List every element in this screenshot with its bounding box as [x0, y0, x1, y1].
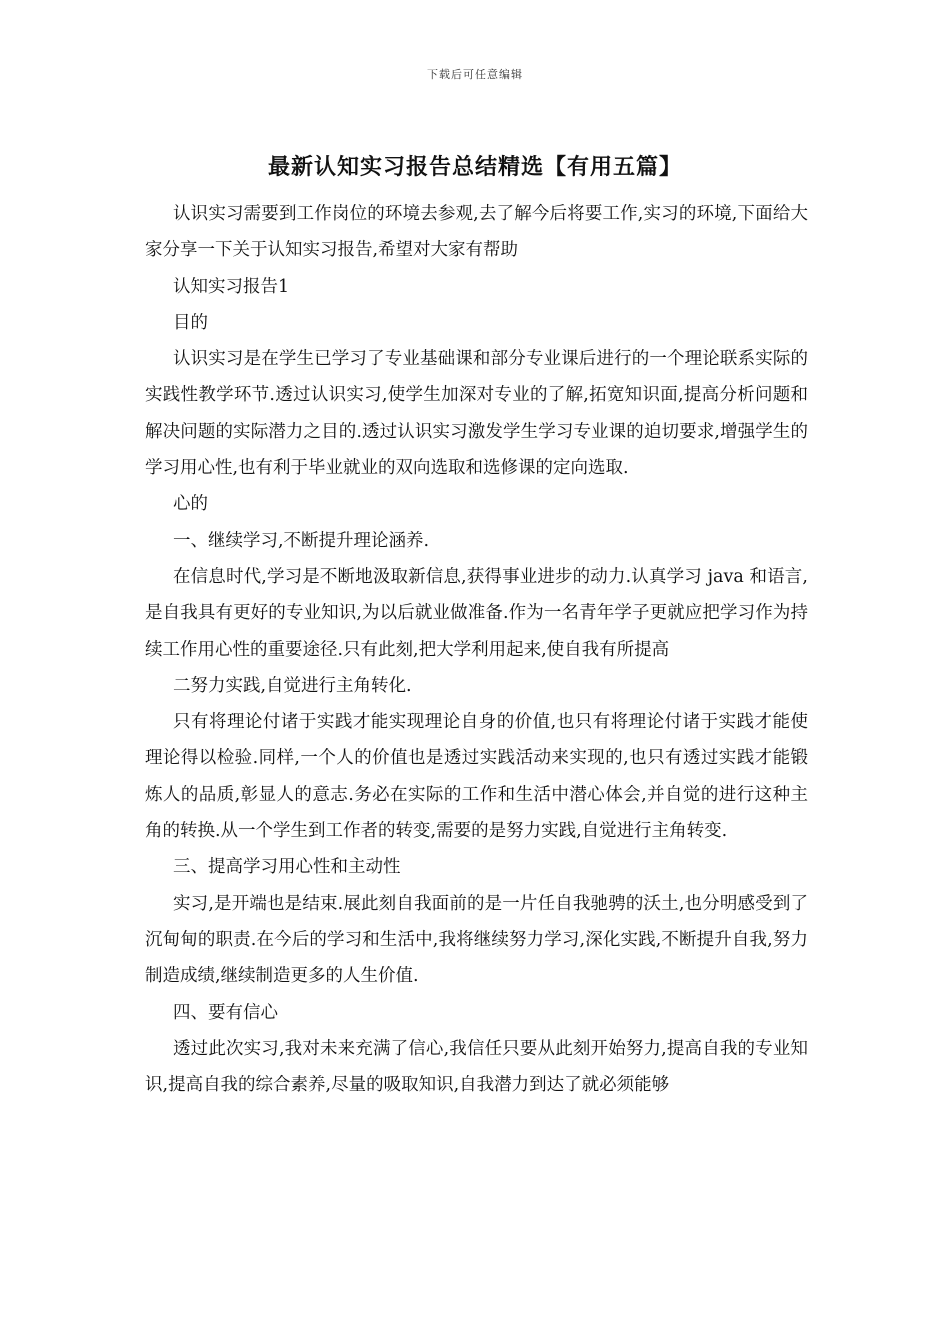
subheading-2: 二努力实践,自觉进行主角转化. [173, 675, 412, 696]
report-heading: 认知实习报告1 [173, 276, 290, 297]
subheading-4: 四、要有信心 [173, 1002, 278, 1023]
paragraph-1: 在信息时代,学习是不断地汲取新信息,获得事业进步的动力.认真学习 java 和语言,是自我具有更好的专业知识,为以后就业做准备.作为一名青年学子更就应把学习作为持续工作用心性的重要途径.只有此刻,把大学利用起来,使自我有所提高 [145, 566, 808, 660]
subheading-1: 一、继续学习,不断提升理论涵养. [173, 530, 430, 551]
purpose-paragraph: 认识实习是在学生已学习了专业基础课和部分专业课后进行的一个理论联系实际的实践性教学环节.透过认识实习,使学生加深对专业的了解,拓宽知识面,提高分析问题和解决问题的实际潜力之目的.透过认识实习激发学生学习专业课的迫切要求,增强学生的学习用心性,也有利于毕业就业的双向选取和选修课的定向选取. [145, 349, 808, 479]
document-title: 最新认知实习报告总结精选【有用五篇】 [267, 155, 682, 180]
document-body [145, 196, 808, 1103]
intro-paragraph: 认识实习需要到工作岗位的环境去参观,去了解今后将要工作,实习的环境,下面给大家分享一下关于认知实习报告,希望对大家有帮助 [145, 204, 808, 261]
subheading-3: 三、提高学习用心性和主动性 [173, 857, 401, 878]
header-note: 下载后可任意编辑 [427, 68, 523, 81]
paragraph-2: 只有将理论付诸于实践才能实现理论自身的价值,也只有将理论付诸于实践才能使理论得以检验.同样,一个人的价值也是透过实践活动来实现的,也只有透过实践才能锻炼人的品质,彰显人的意志.务必在实际的工作和生活中潜心体会,并自觉的进行这种主角的转换.从一个学生到工作者的转变,需要的是努力实践,自觉进行主角转变. [145, 712, 808, 842]
section-heading-purpose: 目的 [173, 312, 208, 333]
paragraph-4: 透过此次实习,我对未来充满了信心,我信任只要从此刻开始努力,提高自我的专业知识,提高自我的综合素养,尽量的吸取知识,自我潜力到达了就必须能够 [145, 1038, 808, 1096]
section-heading-experience: 心的 [173, 494, 208, 515]
paragraph-3: 实习,是开端也是结束.展此刻自我面前的是一片任自我驰骋的沃土,也分明感受到了沉甸甸的职责.在今后的学习和生活中,我将继续努力学习,深化实践,不断提升自我,努力制造成绩,继续制造更多的人生价值. [145, 893, 808, 987]
